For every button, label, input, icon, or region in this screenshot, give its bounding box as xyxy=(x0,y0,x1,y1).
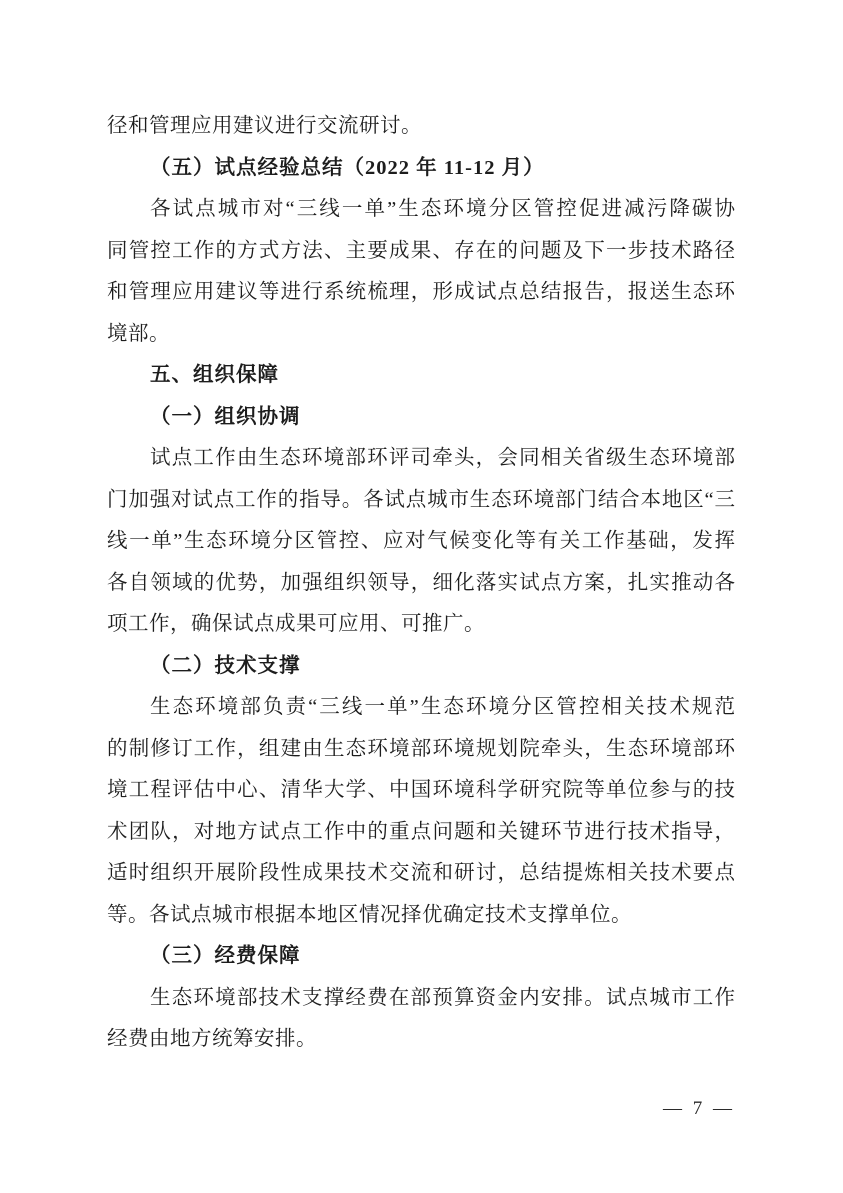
text-line: 试点工作由生态环境部环评司牵头，会同相关省级生态环境部 xyxy=(150,447,735,469)
text-line: 门加强对试点工作的指导。各试点城市生态环境部门结合本地区“三 xyxy=(107,488,735,511)
text-line: 径和管理应用建议进行交流研讨。 xyxy=(107,115,422,137)
text-line: 和管理应用建议等进行系统梳理，形成试点总结报告，报送生态环 xyxy=(107,281,735,303)
text-line: 线一单”生态环境分区管控、应对气候变化等有关工作基础，发挥 xyxy=(107,530,735,552)
document-content xyxy=(107,106,735,1061)
section-heading: （一）组织协调 xyxy=(150,405,301,428)
section-heading: （二）技术支撑 xyxy=(150,654,301,677)
text-line: 生态环境部技术支撑经费在部预算资金内安排。试点城市工作 xyxy=(150,986,735,1009)
text-line: 等。各试点城市根据本地区情况择优确定技术支撑单位。 xyxy=(107,903,632,926)
page-number: — 7 — xyxy=(663,1098,735,1119)
text-line: 各试点城市对“三线一单”生态环境分区管控促进减污降碳协 xyxy=(150,198,735,220)
text-line: 境工程评估中心、清华大学、中国环境科学研究院等单位参与的技 xyxy=(107,779,735,801)
text-line: 经费由地方统筹安排。 xyxy=(107,1028,317,1050)
text-line: 各自领域的优势，加强组织领导，细化落实试点方案，扎实推动各 xyxy=(107,571,735,594)
text-line: 境部。 xyxy=(107,322,170,345)
text-line: 项工作，确保试点成果可应用、可推广。 xyxy=(107,613,485,635)
section-heading: （三）经费保障 xyxy=(150,945,301,967)
text-line: 同管控工作的方式方法、主要成果、存在的问题及下一步技术路径 xyxy=(107,239,735,262)
text-line: 适时组织开展阶段性成果技术交流和研讨，总结提炼相关技术要点 xyxy=(107,862,735,884)
text-line: 术团队，对地方试点工作中的重点问题和关键环节进行技术指导， xyxy=(107,820,735,843)
text-line: 的制修订工作，组建由生态环境部环境规划院牵头，生态环境部环 xyxy=(107,737,735,760)
text-line: 生态环境部负责“三线一单”生态环境分区管控相关技术规范 xyxy=(150,696,735,718)
section-heading: （五）试点经验总结（2022 年 11-12 月） xyxy=(150,156,545,179)
section-heading: 五、组织保障 xyxy=(150,364,279,386)
